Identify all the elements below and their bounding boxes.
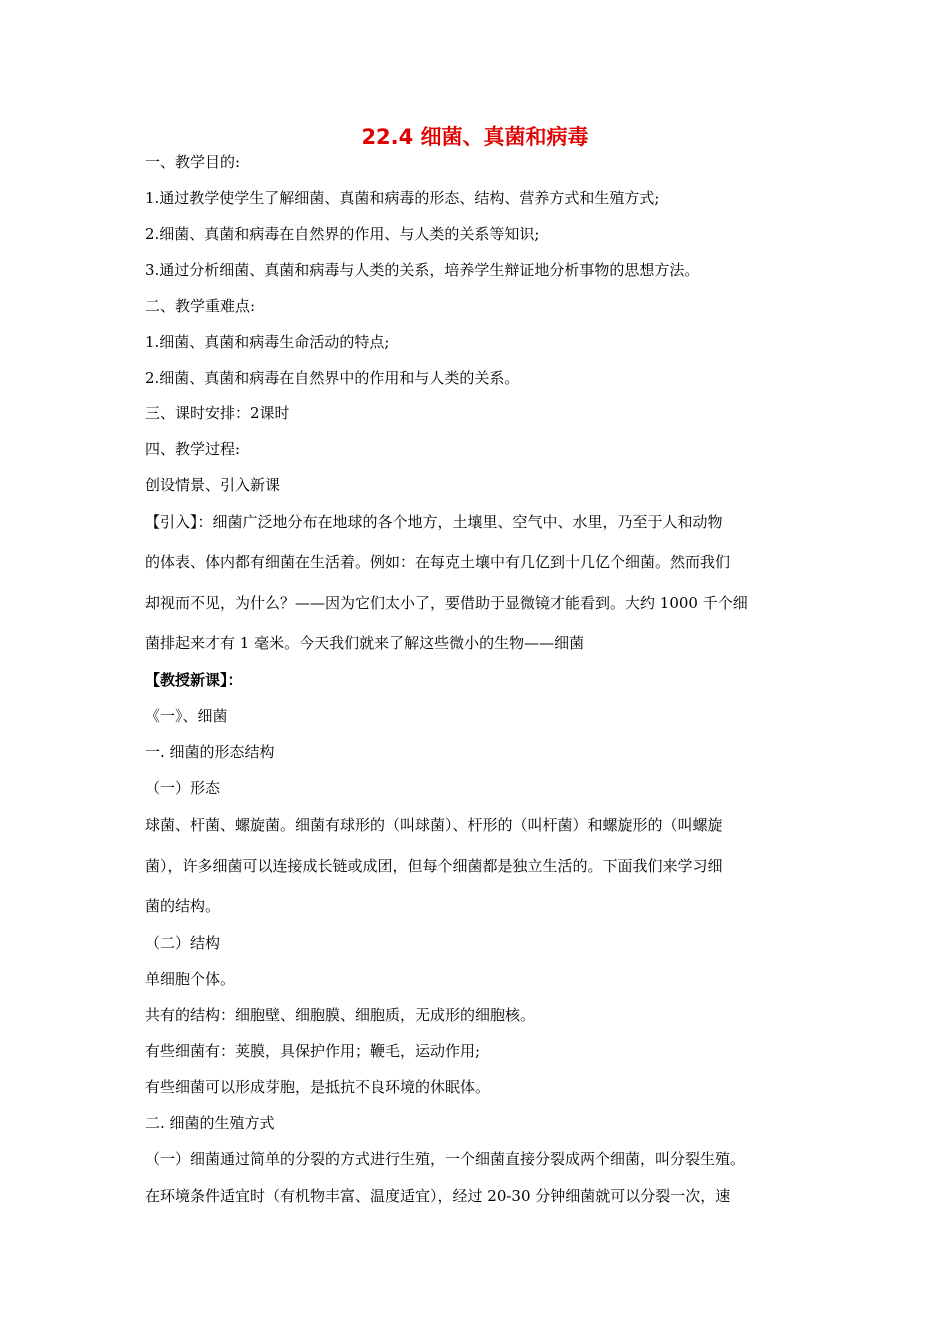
text-line: 菌的结构。 (145, 897, 221, 915)
text-line: 【引入】：细菌广泛地分布在地球的各个地方，土壤里、空气中、水里，乃至于人和动物 (145, 513, 723, 531)
text-line: 1.通过教学使学生了解细菌、真菌和病毒的形态、结构、营养方式和生殖方式; (145, 189, 660, 207)
text-line: 却视而不见，为什么？——因为它们太小了，要借助于显微镜才能看到。大约 1000 千个细 (145, 594, 748, 612)
text-line: 一、教学目的: (145, 153, 241, 171)
text-line: 《一》、细菌 (145, 707, 228, 725)
text-line: 3.通过分析细菌、真菌和病毒与人类的关系，培养学生辩证地分析事物的思想方法。 (145, 261, 700, 279)
text-line: 2.细菌、真菌和病毒在自然界的作用、与人类的关系等知识; (145, 225, 540, 243)
text-line: 四、教学过程: (145, 440, 241, 458)
text-line: 2.细菌、真菌和病毒在自然界中的作用和与人类的关系。 (145, 369, 520, 387)
text-line: 菌排起来才有 1 毫米。今天我们就来了解这些微小的生物——细菌 (145, 634, 585, 652)
text-line: 创设情景、引入新课 (145, 476, 281, 494)
text-line: 单细胞个体。 (145, 970, 236, 988)
text-line: 有些细菌有：荚膜，具保护作用；鞭毛，运动作用; (145, 1042, 481, 1060)
document-title: 22.4 细菌、真菌和病毒 (361, 125, 589, 149)
text-line: 球菌、杆菌、螺旋菌。细菌有球形的（叫球菌）、杆形的（叫杆菌）和螺旋形的（叫螺旋 (145, 816, 723, 834)
text-line: 二. 细菌的生殖方式 (145, 1114, 275, 1132)
text-line: 一. 细菌的形态结构 (145, 743, 275, 761)
text-line: 菌），许多细菌可以连接成长链或成团，但每个细菌都是独立生活的。下面我们来学习细 (145, 857, 723, 875)
text-line: 三、课时安排：2课时 (145, 404, 290, 422)
text-line: 1.细菌、真菌和病毒生命活动的特点; (145, 333, 390, 351)
text-line: 有些细菌可以形成芽胞，是抵抗不良环境的休眠体。 (145, 1078, 491, 1096)
text-line: （一）细菌通过简单的分裂的方式进行生殖，一个细菌直接分裂成两个细菌，叫分裂生殖。 (145, 1150, 746, 1168)
text-line: 共有的结构：细胞壁、细胞膜、细胞质，无成形的细胞核。 (145, 1006, 536, 1024)
text-line: （二）结构 (145, 934, 221, 952)
text-line: 在环境条件适宜时（有机物丰富、温度适宜），经过 20-30 分钟细菌就可以分裂一次，速 (145, 1187, 731, 1205)
text-line: 的体表、体内都有细菌在生活着。例如：在每克土壤中有几亿到十几亿个细菌。然而我们 (145, 553, 731, 571)
section-heading: 【教授新课】： (145, 671, 243, 689)
text-line: 二、教学重难点: (145, 297, 256, 315)
text-line: （一）形态 (145, 779, 221, 797)
